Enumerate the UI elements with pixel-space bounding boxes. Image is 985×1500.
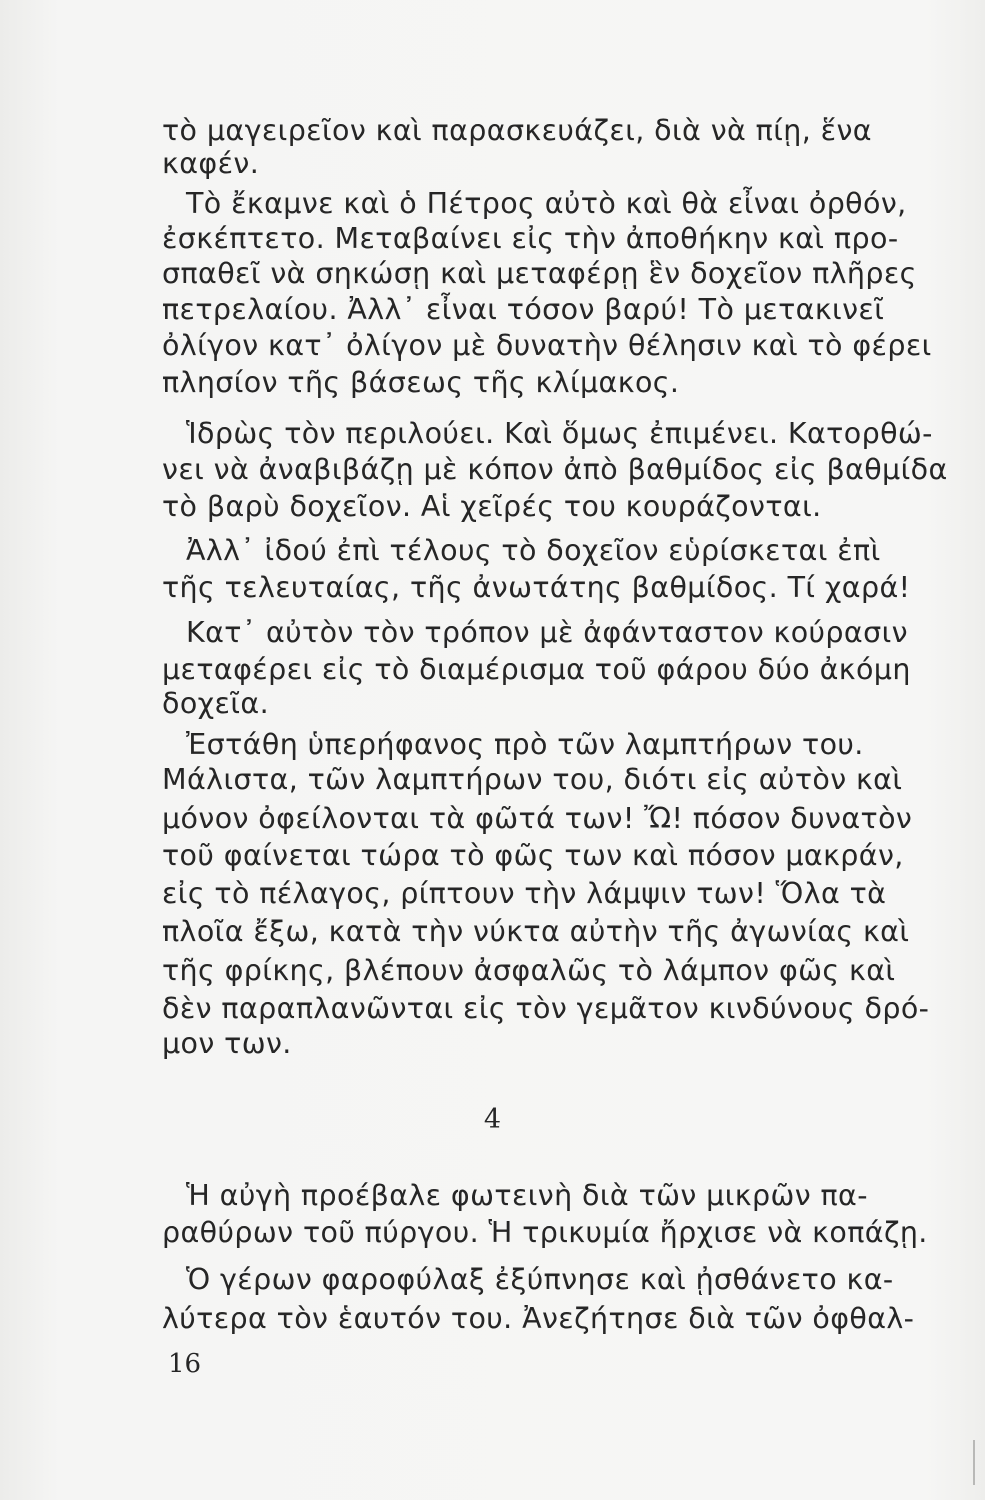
text-line: Ἡ αὐγὴ προέβαλε φωτεινὴ διὰ τῶν μικρῶν πα- (186, 1179, 868, 1212)
text-line: σπαθεῖ νὰ σηκώσῃ καὶ μεταφέρῃ ἓν δοχεῖον πλῆρες (162, 257, 917, 290)
text-line: δοχεῖα. (162, 687, 270, 720)
text-line: Ὁ γέρων φαροφύλαξ ἐξύπνησε καὶ ᾐσθάνετο κα- (186, 1263, 894, 1296)
text-line: δὲν παραπλανῶνται εἰς τὸν γεμᾶτον κινδύνους δρό- (162, 992, 930, 1025)
text-line: τῆς φρίκης, βλέπουν ἀσφαλῶς τὸ λάμπον φῶς καὶ (162, 954, 896, 987)
text-line: τὸ βαρὺ δοχεῖον. Αἱ χεῖρές του κουράζονται. (162, 490, 822, 523)
text-line: καφέν. (162, 147, 260, 180)
text-line: τῆς τελευταίας, τῆς ἀνωτάτης βαθμίδος. Τί χαρά! (162, 571, 911, 604)
text-line: εἰς τὸ πέλαγος, ρίπτουν τὴν λάμψιν των! Ὅλα τὰ (162, 877, 887, 910)
text-line: Ἀλλ᾿ ἰδού ἐπὶ τέλους τὸ δοχεῖον εὑρίσκεται ἐπὶ (186, 534, 881, 567)
text-line: λύτερα τὸν ἑαυτόν του. Ἀνεζήτησε διὰ τῶν ὀφθαλ- (162, 1302, 915, 1335)
text-line: μον των. (162, 1027, 292, 1060)
text-line: Τὸ ἔκαμνε καὶ ὁ Πέτρος αὐτὸ καὶ θὰ εἶναι ὀρθόν, (186, 187, 907, 220)
text-line: μεταφέρει εἰς τὸ διαμέρισμα τοῦ φάρου δύο ἀκόμη (162, 653, 911, 686)
section-number: 4 (483, 1104, 502, 1135)
text-line: Μάλιστα, τῶν λαμπτήρων του, διότι εἰς αὐτὸν καὶ (162, 763, 903, 796)
text-line: τοῦ φαίνεται τώρα τὸ φῶς των καὶ πόσον μακράν, (162, 839, 904, 872)
text-line: πλοῖα ἔξω, κατὰ τὴν νύκτα αὐτὴν τῆς ἀγωνίας καὶ (162, 915, 910, 948)
text-line: ὀλίγον κατ᾿ ὀλίγον μὲ δυνατὴν θέλησιν καὶ τὸ φέρει (162, 329, 932, 362)
text-line: Ἐστάθη ὑπερήφανος πρὸ τῶν λαμπτήρων του. (186, 728, 864, 761)
text-line: πετρελαίου. Ἀλλ᾿ εἶναι τόσον βαρύ! Τὸ μετακινεῖ (162, 293, 885, 326)
text-line: μόνον ὀφείλονται τὰ φῶτά των! Ὤ! πόσον δυνατὸν (162, 802, 913, 835)
text-line: ἐσκέπτετο. Μεταβαίνει εἰς τὴν ἀποθήκην καὶ προ- (162, 222, 899, 255)
text-line: πλησίον τῆς βάσεως τῆς κλίμακος. (162, 366, 680, 399)
text-line: ραθύρων τοῦ πύργου. Ἡ τρικυμία ἤρχισε νὰ κοπάζῃ. (162, 1216, 928, 1249)
page-edge-mark (973, 1440, 975, 1485)
text-line: Κατ᾿ αὐτὸν τὸν τρόπον μὲ ἀφάνταστον κούρασιν (186, 616, 908, 649)
text-line: τὸ μαγειρεῖον καὶ παρασκευάζει, διὰ νὰ πίῃ, ἕνα (162, 114, 872, 147)
text-line: Ἱδρὼς τὸν περιλούει. Καὶ ὅμως ἐπιμένει. Κατορθώ- (186, 417, 933, 450)
page-number: 16 (168, 1349, 202, 1379)
text-line: νει νὰ ἀναβιβάζῃ μὲ κόπον ἀπὸ βαθμίδος εἰς βαθμίδα (162, 453, 948, 486)
